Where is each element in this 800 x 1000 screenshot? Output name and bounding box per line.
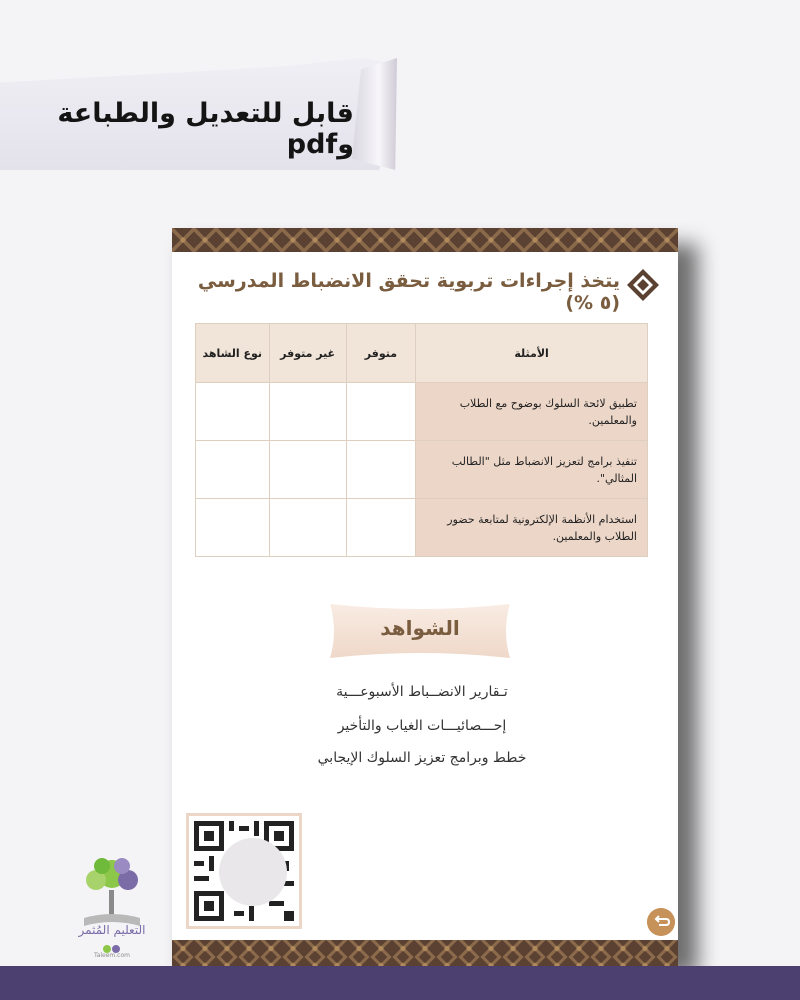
qr-code[interactable] bbox=[186, 813, 302, 929]
bottom-strip bbox=[0, 966, 800, 1000]
document-page bbox=[172, 228, 678, 974]
logo-name: التعليم المُثمر bbox=[78, 923, 146, 937]
evidence-type-cell[interactable] bbox=[196, 441, 270, 499]
table-row bbox=[196, 383, 648, 441]
evidence-title: الشواهد bbox=[380, 616, 460, 640]
available-cell[interactable] bbox=[346, 383, 415, 441]
qr-center-circle bbox=[219, 838, 287, 906]
logo-site: Taleem.com bbox=[94, 952, 130, 959]
promo-text: قابل للتعديل والطباعة وpdf bbox=[57, 98, 354, 160]
example-cell: استخدام الأنظمة الإلكترونية لمتابعة حضور الطلاب والمعلمين. bbox=[416, 499, 648, 557]
header-examples: الأمثلة bbox=[416, 324, 648, 383]
back-arrow-icon[interactable] bbox=[647, 908, 675, 936]
top-pattern-border bbox=[172, 228, 678, 252]
table-row bbox=[196, 499, 648, 557]
header-available: متوفر bbox=[346, 324, 415, 383]
not-available-cell[interactable] bbox=[269, 441, 346, 499]
evidence-type-cell[interactable] bbox=[196, 383, 270, 441]
evidence-type-cell[interactable] bbox=[196, 499, 270, 557]
available-cell[interactable] bbox=[346, 441, 415, 499]
criteria-table bbox=[195, 323, 648, 557]
evidence-item: خطط وبرامج تعزيز السلوك الإيجابي bbox=[317, 750, 527, 766]
diamond-icon bbox=[626, 268, 660, 302]
not-available-cell[interactable] bbox=[269, 383, 346, 441]
section-title: يتخذ إجراءات تربوية تحقق الانضباط المدرسي (٥ %) bbox=[197, 270, 620, 314]
evidence-item: تـقارير الانضــباط الأسبوعـــية bbox=[336, 684, 508, 700]
example-cell: تطبيق لائحة السلوك بوضوح مع الطلاب والمعلمين. bbox=[416, 383, 648, 441]
example-cell: تنفيذ برامج لتعزيز الانضباط مثل "الطالب المثالي". bbox=[416, 441, 648, 499]
table-row bbox=[196, 441, 648, 499]
table-header-row bbox=[196, 324, 648, 383]
header-not-available: غير متوفر bbox=[269, 324, 346, 383]
header-evidence-type: نوع الشاهد bbox=[196, 324, 270, 383]
available-cell[interactable] bbox=[346, 499, 415, 557]
evidence-item: إحـــصائيـــات الغياب والتأخير bbox=[337, 718, 507, 734]
tree-logo-icon bbox=[76, 852, 148, 962]
not-available-cell[interactable] bbox=[269, 499, 346, 557]
